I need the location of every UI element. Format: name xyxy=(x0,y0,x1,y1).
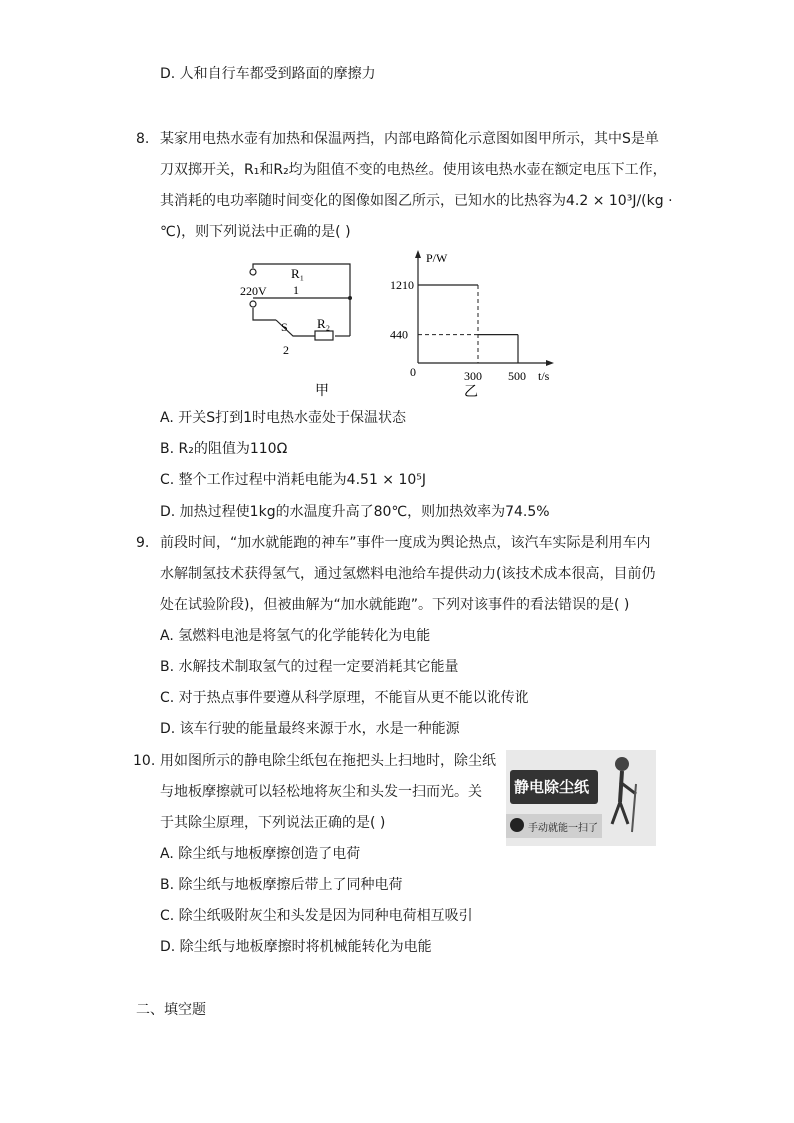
y-tick-label: 1210 xyxy=(390,278,414,292)
q9-option-b: B. 水解技术制取氢气的过程一定要消耗其它能量 xyxy=(160,659,459,675)
q8-option-d: D. 加热过程使1kg的水温度升高了80℃，则加热效率为74.5% xyxy=(160,504,550,520)
q8-stem-line-3: 其消耗的电功率随时间变化的图像如图乙所示，已知水的比热容为4.2 × 10³J/(kg · xyxy=(160,193,673,209)
q8-option-c: C. 整个工作过程中消耗电能为4.51 × 10⁵J xyxy=(160,472,427,488)
q10-number: 10. xyxy=(133,753,156,769)
photo-bottom-strip xyxy=(506,814,602,838)
prev-option-d: D. 人和自行车都受到路面的摩擦力 xyxy=(160,66,376,82)
q8-option-b: B. R₂的阻值为110Ω xyxy=(160,441,288,457)
y-axis-label: P/W xyxy=(426,251,448,265)
photo-badge-icon xyxy=(510,818,524,832)
q9-stem-line-3: 处在试验阶段)，但被曲解为“加水就能跑”。下列对该事件的看法错误的是( ) xyxy=(160,597,630,613)
q8-number: 8. xyxy=(136,131,150,147)
q8-stem-line-2: 刀双掷开关，R₁和R₂均为阻值不变的电热丝。使用该电热水壶在额定电压下工作， xyxy=(160,162,667,178)
y-tick-label: 440 xyxy=(390,327,408,342)
q10-stem-line-3: 于其除尘原理，下列说法正确的是( ) xyxy=(160,815,386,831)
x-axis-arrow xyxy=(546,360,554,366)
q9-stem-line-2: 水解制氢技术获得氢气，通过氢燃料电池给车提供动力(该技术成本很高，目前仍 xyxy=(160,566,656,582)
q8-option-a: A. 开关S打到1时电热水壶处于保温状态 xyxy=(160,410,407,426)
x-axis-label: t/s xyxy=(538,369,550,383)
dust-paper-photo xyxy=(506,750,656,846)
photo-title-box xyxy=(510,770,598,804)
photo-title: 静电除尘纸 xyxy=(514,778,590,796)
terminal-bottom xyxy=(250,301,256,307)
q9-option-c: C. 对于热点事件要遵从科学原理，不能盲从更不能以讹传讹 xyxy=(160,690,529,706)
circuit-diagram xyxy=(235,250,365,400)
r1-label: R₁ xyxy=(291,266,305,281)
switch-label: S xyxy=(281,320,288,334)
q10-option-a: A. 除尘纸与地板摩擦创造了电荷 xyxy=(160,846,361,862)
q9-option-d: D. 该车行驶的能量最终来源于水，水是一种能源 xyxy=(160,721,460,737)
x-tick-label: 500 xyxy=(508,369,526,383)
voltage-label: 220V xyxy=(240,284,267,298)
mop-figure-icon xyxy=(602,754,642,834)
q8-stem-line-1: 某家用电热水壶有加热和保温两挡，内部电路简化示意图如图甲所示，其中S是单 xyxy=(160,131,659,147)
q10-stem-line-1: 用如图所示的静电除尘纸包在拖把头上扫地时，除尘纸 xyxy=(160,753,496,769)
q9-number: 9. xyxy=(136,535,150,551)
y-axis-arrow xyxy=(415,250,421,258)
section-title: 二、填空题 xyxy=(136,1002,206,1018)
q10-option-b: B. 除尘纸与地板摩擦后带上了同种电荷 xyxy=(160,877,403,893)
q10-option-c: C. 除尘纸吸附灰尘和头发是因为同种电荷相互吸引 xyxy=(160,908,473,924)
q9-option-a: A. 氢燃料电池是将氢气的化学能转化为电能 xyxy=(160,628,431,644)
r2-label: R₂ xyxy=(317,316,331,331)
chart-caption: 乙 xyxy=(464,385,478,400)
power-time-chart xyxy=(380,246,560,406)
circuit-caption: 甲 xyxy=(315,384,329,399)
q8-stem-line-4: ℃)，则下列说法中正确的是( ) xyxy=(160,224,351,240)
switch-pos-1: 1 xyxy=(293,283,299,297)
photo-subtitle: 手动就能一扫了 xyxy=(528,823,598,834)
q10-stem-line-2: 与地板摩擦就可以轻松地将灰尘和头发一扫而光。关 xyxy=(160,784,482,800)
q9-stem-line-1: 前段时间，“加水就能跑的神车”事件一度成为舆论热点，该汽车实际是利用车内 xyxy=(160,535,651,551)
origin-label: 0 xyxy=(410,365,416,379)
q10-option-d: D. 除尘纸与地板摩擦时将机械能转化为电能 xyxy=(160,939,432,955)
x-tick-label: 300 xyxy=(464,369,482,383)
switch-pos-2: 2 xyxy=(283,343,289,357)
terminal-top xyxy=(250,269,256,275)
junction-dot xyxy=(348,296,352,300)
